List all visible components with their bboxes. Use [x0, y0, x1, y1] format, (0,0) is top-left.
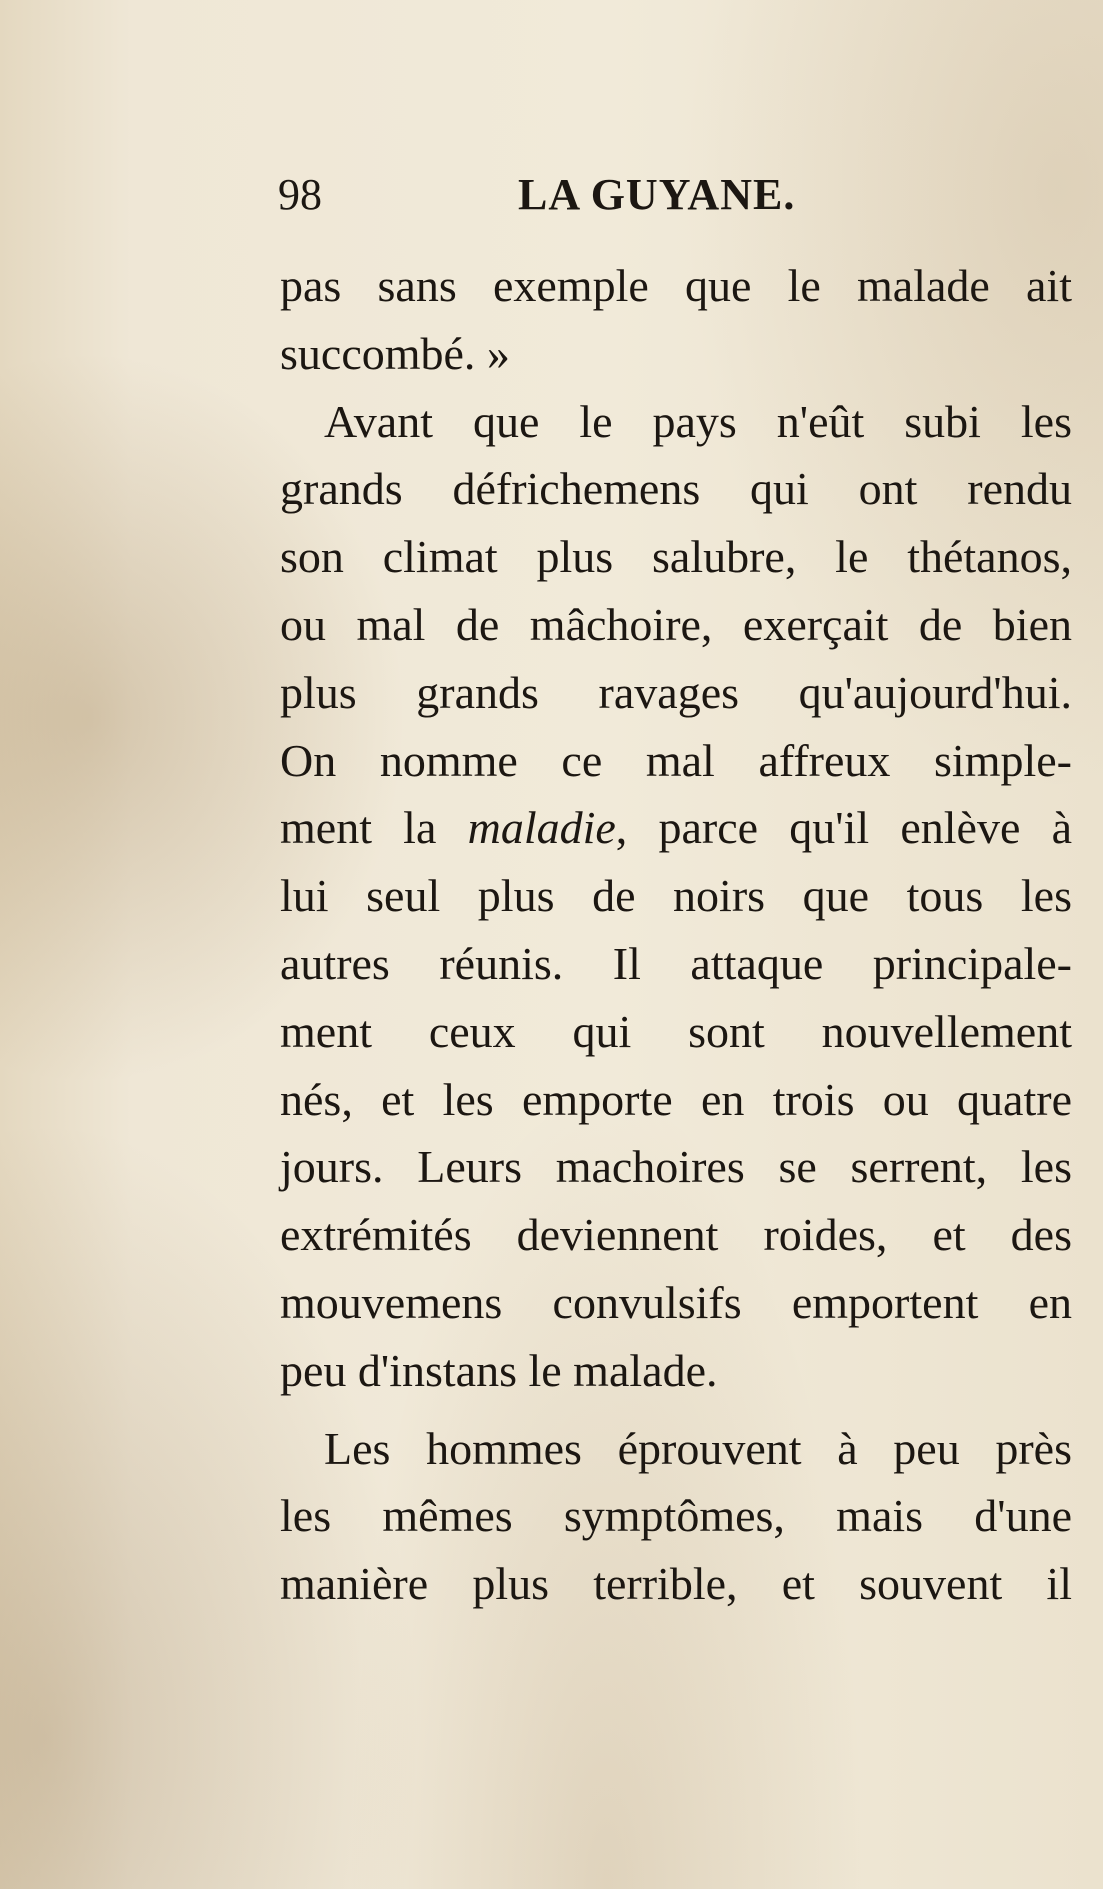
page-number: 98 [278, 170, 322, 219]
text-line: jours. Leurs machoires se serrent, les [280, 1141, 1072, 1193]
text-line: Avant que le pays n'eût subi les [324, 395, 1072, 447]
text-line: extrémités deviennent roides, et des [280, 1209, 1072, 1261]
text-line: grands défrichemens qui ont rendu [280, 463, 1072, 515]
text-line: nés, et les emporte en trois ou quatre [280, 1073, 1072, 1125]
text-line-with-italic [280, 794, 1072, 862]
text-line: son climat plus salubre, le thétanos, [280, 531, 1072, 583]
paragraph-gap [280, 1405, 1072, 1415]
page-header [278, 165, 838, 225]
text-line: plus grands ravages qu'aujourd'hui. [280, 666, 1072, 718]
text-line: ou mal de mâchoire, exerçait de bien [280, 598, 1072, 650]
body-text [280, 252, 1072, 1618]
text-line: lui seul plus de noirs que tous les [280, 870, 1072, 922]
text-line: autres réunis. Il attaque principale- [280, 937, 1072, 989]
text-line: ment ceux qui sont nouvellement [280, 1005, 1072, 1057]
text-fragment: ment la [280, 802, 468, 854]
text-line: manière plus terrible, et souvent il [280, 1558, 1072, 1610]
text-line: succombé. » [280, 327, 510, 379]
text-line: peu d'instans le malade. [280, 1344, 718, 1396]
text-line: Les hommes éprouvent à peu près [324, 1422, 1072, 1474]
running-title: LA GUYANE. [518, 170, 796, 219]
text-line: mouvemens convulsifs emportent en [280, 1276, 1072, 1328]
italic-term: maladie [467, 802, 616, 854]
text-fragment: , parce qu'il enlève à [615, 802, 1072, 854]
text-line: pas sans exemple que le malade ait [280, 260, 1072, 311]
text-line: On nomme ce mal affreux simple- [280, 734, 1072, 786]
text-line: les mêmes symptômes, mais d'une [280, 1490, 1072, 1542]
